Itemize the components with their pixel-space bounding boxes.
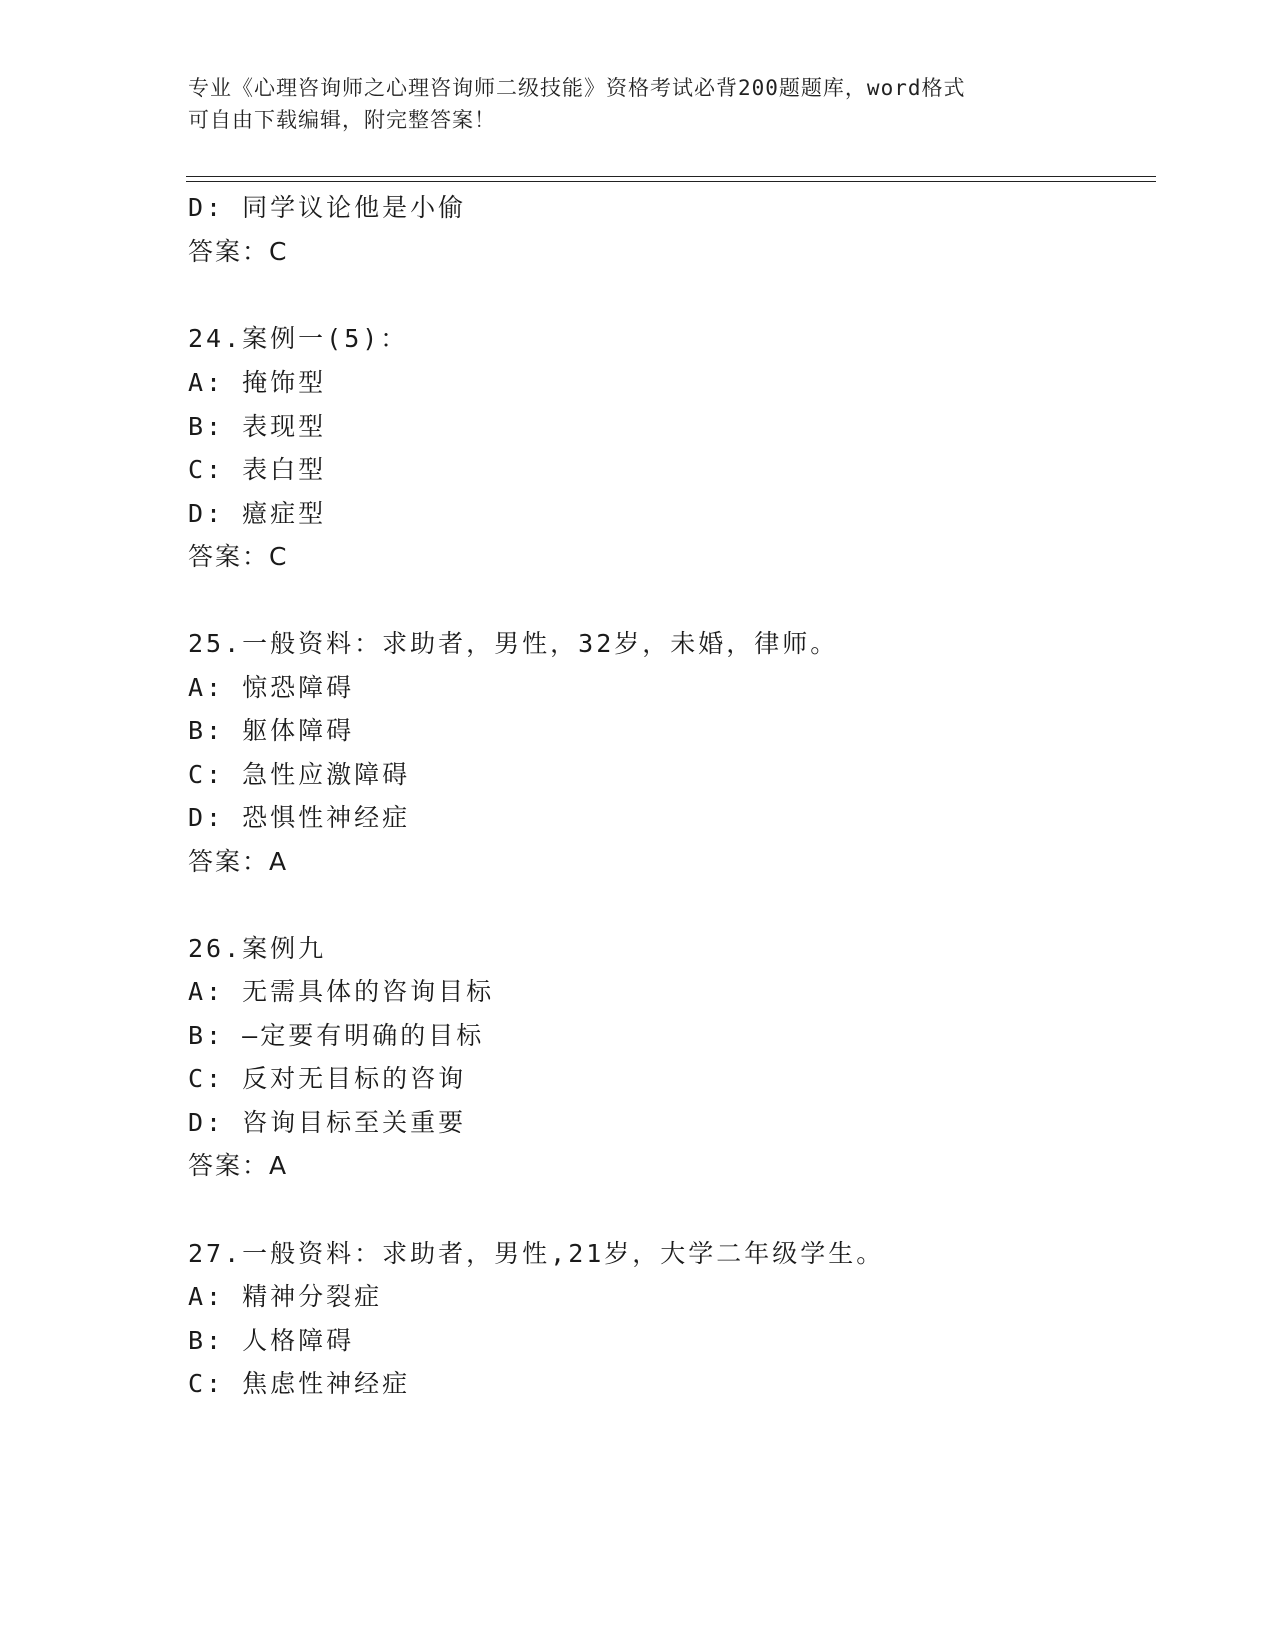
option-c: C: 反对无目标的咨询	[188, 1064, 467, 1093]
header-line-1: 专业《心理咨询师之心理咨询师二级技能》资格考试必背200题题库，word格式	[188, 76, 966, 100]
question-stem: 26.案例九	[188, 934, 327, 963]
document-header	[188, 72, 1088, 136]
answer-line: 答案：C	[188, 237, 289, 266]
answer-line: 答案：C	[188, 542, 289, 571]
option-a: A: 精神分裂症	[188, 1282, 383, 1311]
question-stem: 25.一般资料：求助者，男性，32岁，未婚，律师。	[188, 629, 839, 658]
option-c: C: 表白型	[188, 455, 327, 484]
question-stem: 24.案例一(5)：	[188, 324, 409, 353]
option-b: B: 表现型	[188, 412, 327, 441]
option-b: B: —定要有明确的目标	[188, 1021, 485, 1050]
option-d: D: 恐惧性神经症	[188, 803, 411, 832]
option-a: A: 掩饰型	[188, 368, 327, 397]
answer-line: 答案：A	[188, 1151, 289, 1180]
header-divider-top	[186, 176, 1156, 177]
option-c: C: 焦虑性神经症	[188, 1369, 411, 1398]
option-b: B: 人格障碍	[188, 1326, 355, 1355]
header-divider-bottom	[186, 181, 1156, 182]
option-d: D: 同学议论他是小偷	[188, 193, 467, 222]
option-a: A: 无需具体的咨询目标	[188, 977, 495, 1006]
answer-line: 答案：A	[188, 847, 289, 876]
option-d: D: 癔症型	[188, 499, 327, 528]
option-c: C: 急性应激障碍	[188, 760, 411, 789]
header-line-2: 可自由下载编辑，附完整答案！	[188, 108, 496, 132]
option-b: B: 躯体障碍	[188, 716, 355, 745]
question-stem: 27.一般资料：求助者，男性,21岁，大学二年级学生。	[188, 1239, 885, 1268]
option-d: D: 咨询目标至关重要	[188, 1108, 467, 1137]
option-a: A: 惊恐障碍	[188, 673, 355, 702]
